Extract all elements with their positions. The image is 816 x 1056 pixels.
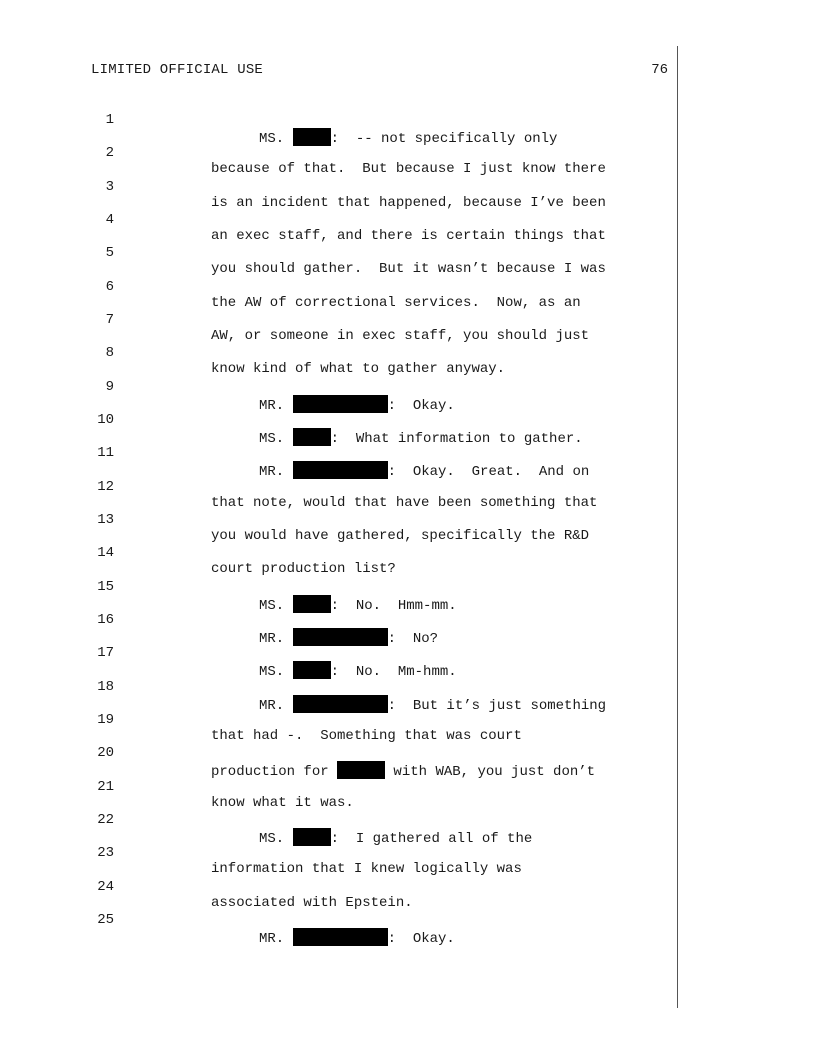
line-number: 21 bbox=[97, 779, 114, 795]
line-text-after: : Okay. bbox=[387, 931, 455, 947]
transcript-line bbox=[0, 896, 700, 947]
line-text: that note, would that have been something that bbox=[211, 495, 598, 511]
speaker-title: MS. bbox=[259, 831, 285, 847]
line-number: 5 bbox=[105, 245, 114, 261]
line-number: 10 bbox=[97, 412, 114, 428]
line-number: 17 bbox=[97, 645, 114, 661]
speaker-title: MS. bbox=[259, 664, 285, 680]
line-text: is an incident that happened, because I’ve been bbox=[211, 195, 606, 211]
line-text-after: with WAB, you just don’t bbox=[385, 764, 596, 780]
line-number: 20 bbox=[97, 745, 114, 761]
line-number: 12 bbox=[97, 479, 114, 495]
transcript-line bbox=[0, 363, 700, 414]
line-number: 8 bbox=[105, 345, 114, 361]
speaker-title: MS. bbox=[259, 598, 285, 614]
transcript-line bbox=[0, 296, 700, 344]
line-text-after: : -- not specifically only bbox=[330, 131, 558, 147]
line-number: 11 bbox=[97, 445, 114, 461]
transcript-line bbox=[0, 129, 700, 177]
line-text: an exec staff, and there is certain things that bbox=[211, 228, 606, 244]
line-number: 18 bbox=[97, 679, 114, 695]
line-text bbox=[259, 928, 455, 947]
line-number: 4 bbox=[105, 212, 114, 228]
speaker-title: MR. bbox=[259, 698, 285, 714]
transcript-line bbox=[0, 496, 700, 544]
transcript-line bbox=[0, 629, 700, 680]
line-number: 19 bbox=[97, 712, 114, 728]
transcript-line bbox=[0, 263, 700, 311]
line-text-after: : Okay. bbox=[387, 398, 455, 414]
line-number: 14 bbox=[97, 545, 114, 561]
classification-header: LIMITED OFFICIAL USE bbox=[91, 62, 264, 78]
line-number: 24 bbox=[97, 879, 114, 895]
line-number: 1 bbox=[105, 112, 114, 128]
transcript-line bbox=[0, 696, 700, 744]
line-text-after: : What information to gather. bbox=[330, 431, 583, 447]
transcript-line bbox=[0, 596, 700, 647]
line-text: you should gather. But it wasn’t because I was bbox=[211, 261, 606, 277]
line-text: the AW of correctional services. Now, as an bbox=[211, 295, 581, 311]
speaker-title: MR. bbox=[259, 398, 285, 414]
transcript-line bbox=[0, 663, 700, 714]
line-number: 22 bbox=[97, 812, 114, 828]
transcript-line bbox=[0, 763, 700, 811]
transcript-line bbox=[0, 863, 700, 911]
line-text: AW, or someone in exec staff, you should just bbox=[211, 328, 590, 344]
line-text: know kind of what to gather anyway. bbox=[211, 361, 506, 377]
line-text: court production list? bbox=[211, 561, 396, 577]
speaker-title: MS. bbox=[259, 431, 285, 447]
line-number: 6 bbox=[105, 279, 114, 295]
transcript-line bbox=[0, 163, 700, 211]
transcript-line bbox=[0, 229, 700, 277]
line-number: 16 bbox=[97, 612, 114, 628]
line-text-after: : But it’s just something bbox=[387, 698, 607, 714]
transcript-line bbox=[0, 396, 700, 447]
transcript-line bbox=[0, 563, 700, 614]
line-number: 7 bbox=[105, 312, 114, 328]
line-text: that had -. Something that was court bbox=[211, 728, 522, 744]
speaker-title: MS. bbox=[259, 131, 285, 147]
line-text-after: : I gathered all of the bbox=[330, 831, 533, 847]
line-text: associated with Epstein. bbox=[211, 895, 413, 911]
transcript-line bbox=[0, 329, 700, 377]
line-number: 13 bbox=[97, 512, 114, 528]
line-text-after: : No. Mm-hmm. bbox=[330, 664, 457, 680]
transcript-line bbox=[0, 529, 700, 577]
transcript-line bbox=[0, 829, 700, 877]
line-number: 23 bbox=[97, 845, 114, 861]
transcript-line bbox=[0, 96, 700, 147]
line-text-before: production for bbox=[211, 764, 338, 780]
line-number: 15 bbox=[97, 579, 114, 595]
transcript-line bbox=[0, 463, 700, 511]
line-text: because of that. But because I just know there bbox=[211, 161, 606, 177]
line-text-after: : Okay. Great. And on bbox=[387, 464, 590, 480]
speaker-title: MR. bbox=[259, 931, 285, 947]
line-text: information that I knew logically was bbox=[211, 861, 522, 877]
speaker-title: MR. bbox=[259, 464, 285, 480]
redaction-box bbox=[293, 928, 388, 946]
speaker-title: MR. bbox=[259, 631, 285, 647]
transcript-line bbox=[0, 196, 700, 244]
line-text: you would have gathered, specifically the R&D bbox=[211, 528, 590, 544]
line-text-after: : No? bbox=[387, 631, 439, 647]
transcript-line bbox=[0, 429, 700, 480]
line-number: 25 bbox=[97, 912, 114, 928]
line-text: know what it was. bbox=[211, 795, 354, 811]
line-text-after: : No. Hmm-mm. bbox=[330, 598, 457, 614]
line-number: 9 bbox=[105, 379, 114, 395]
page-number: 76 bbox=[651, 62, 668, 78]
line-number: 2 bbox=[105, 145, 114, 161]
transcript-line bbox=[0, 796, 700, 847]
transcript-line bbox=[0, 729, 700, 780]
line-number: 3 bbox=[105, 179, 114, 195]
